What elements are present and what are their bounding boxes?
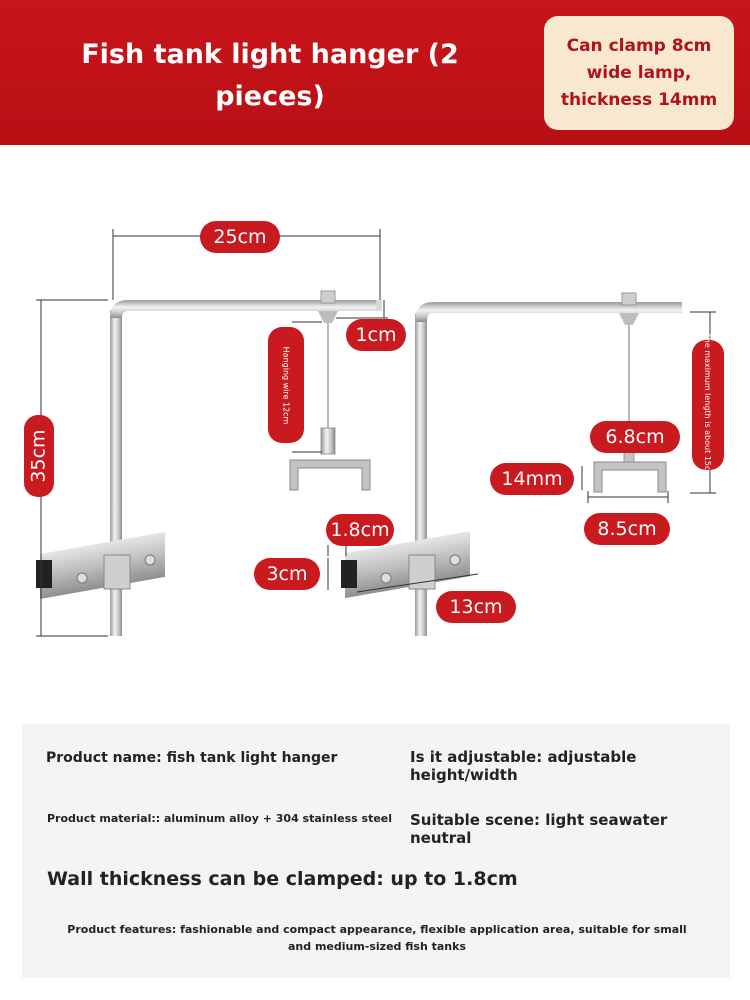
- spec-line-3: thickness 14mm: [560, 89, 718, 110]
- hanging-wire-label: [268, 327, 304, 443]
- spec-box: [544, 16, 734, 130]
- info-scene: Suitable scene: light seawater neutral: [410, 811, 668, 847]
- spec-line-2: wide lamp,: [586, 62, 692, 83]
- dim-clamp-length: 13cm: [436, 591, 516, 623]
- dim-hook-outer: 8.5cm: [584, 513, 670, 545]
- dim-hook-thickness: 14mm: [490, 463, 574, 495]
- spec-line-1: Can clamp 8cm: [566, 35, 712, 56]
- dim-clamp-thickness: 1.8cm: [326, 514, 394, 546]
- dim-end-gap: 1cm: [346, 319, 406, 351]
- hanging-wire-text: Hanging wire 12cm: [281, 346, 291, 424]
- dim-height-left: [24, 415, 54, 497]
- info-product-name: Product name: fish tank light hanger: [46, 750, 338, 766]
- dim-clamp-height: 3cm: [254, 558, 320, 590]
- info-wall-thickness: Wall thickness can be clamped: up to 1.8cm: [47, 868, 518, 890]
- info-adjustable: Is it adjustable: adjustable height/width: [410, 748, 637, 784]
- max-length-text: The maximum length is about 15cm: [703, 332, 713, 478]
- dim-hook-inner: 6.8cm: [590, 421, 680, 453]
- page-title: Fish tank light hanger (2 pieces): [81, 39, 459, 112]
- product-info-panel: [22, 724, 730, 978]
- header-banner: [0, 0, 750, 145]
- dim-height-left-text: 35cm: [28, 429, 51, 483]
- left-hanger: [36, 229, 388, 636]
- info-features: Product features: fashionable and compact appearance, flexible application area, suitable for small and medium-sized fish tanks: [67, 923, 687, 953]
- dim-width-top: 25cm: [200, 221, 280, 253]
- product-diagram: [0, 145, 750, 720]
- max-length-label: [692, 332, 724, 478]
- info-material: Product material:: aluminum alloy + 304 stainless steel: [47, 812, 393, 825]
